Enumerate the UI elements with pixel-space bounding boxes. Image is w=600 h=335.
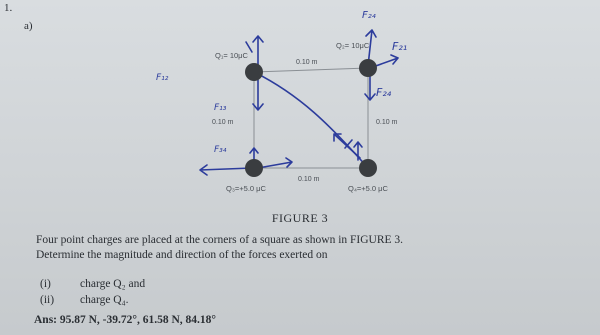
q2-label: Q₂= 10μC: [336, 41, 370, 50]
problem-line-1: Four point charges are placed at the corners of a square as shown in FIGURE 3.: [36, 234, 404, 246]
hand-label-f24: F₂₄: [376, 86, 392, 99]
hand-label-f21: F₂₁: [392, 40, 408, 53]
item-label: (i): [40, 278, 51, 290]
dim-right-label: 0.10 m: [376, 119, 398, 126]
list-item: [40, 294, 129, 306]
dim-top-label: 0.10 m: [296, 59, 318, 66]
question-number: 1.: [4, 2, 13, 14]
list-item: [40, 278, 145, 290]
charge-q2: [359, 59, 377, 77]
item-label: (ii): [40, 294, 55, 306]
square-top-edge: [254, 68, 368, 72]
dim-bottom-label: 0.10 m: [298, 176, 320, 183]
charge-q4: [359, 159, 377, 177]
charge-q1: [245, 63, 263, 81]
problem-line-2: Determine the magnitude and direction of the forces exerted on: [36, 249, 328, 261]
figure-caption: FIGURE 3: [271, 211, 329, 225]
hand-label-left-bottom: F₃₄: [214, 145, 227, 155]
charge-q3: [245, 159, 263, 177]
q3-label: Q₃=+5.0 μC: [226, 184, 266, 193]
hand-label-left-top: F₁₂: [156, 73, 169, 83]
item-text: charge Q₂ and: [80, 278, 146, 290]
hand-label-top: F₂₄: [362, 10, 376, 21]
diagonal-ink-line: [254, 72, 368, 168]
answer-line: Ans: 95.87 N, -39.72°, 61.58 N, 84.18°: [34, 314, 217, 326]
item-text: charge Q₄.: [80, 294, 129, 306]
q2-down-arrow: [365, 74, 375, 100]
hand-label-left-mid: F₁₃: [214, 103, 227, 113]
part-label: a): [24, 20, 33, 32]
q3-left-arrow: [200, 165, 252, 175]
q4-up-arrow: [354, 142, 362, 160]
q3-right-arrow: [258, 158, 292, 168]
dim-left-label: 0.10 m: [212, 119, 234, 126]
q1-label: Q₁= 10μC: [215, 51, 248, 60]
q4-label: Q₄=+5.0 μC: [348, 184, 388, 193]
problem-statement: [36, 233, 576, 263]
